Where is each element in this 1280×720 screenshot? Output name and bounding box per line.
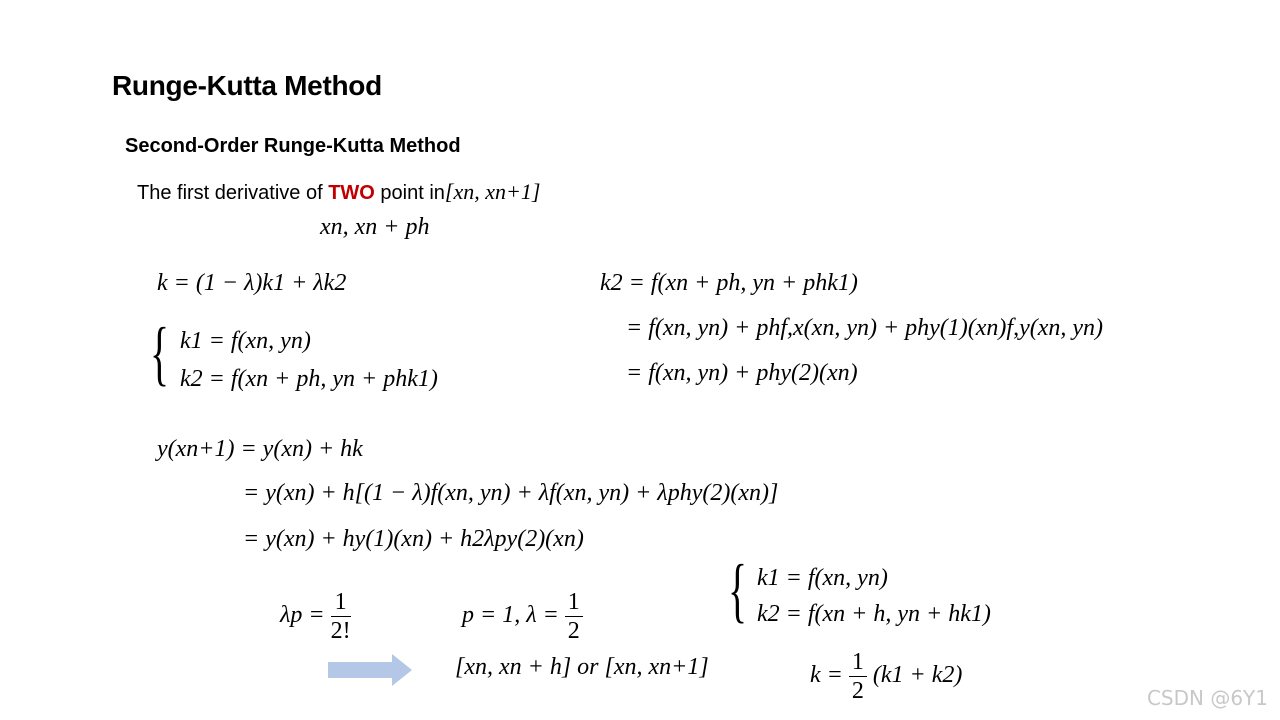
final-k-fraction <box>849 648 867 705</box>
final-k-lhs: k = <box>810 662 843 689</box>
intro-line <box>137 179 540 205</box>
slide-title: Runge-Kutta Method <box>112 70 382 101</box>
condition-fraction <box>331 588 351 645</box>
left-brace-icon: { <box>150 313 170 393</box>
condition-numerator: 1 <box>331 588 351 617</box>
section-subtitle: Second-Order Runge-Kutta Method <box>125 135 461 157</box>
intro-highlight: TWO <box>328 182 375 204</box>
condition-equation <box>280 588 351 645</box>
k1-definition: k1 = f(xn, yn) <box>180 328 311 354</box>
condition-lhs: λp = <box>280 602 325 629</box>
right-arrow-icon <box>326 653 414 687</box>
y-update-line-1: y(xn+1) = y(xn) + hk <box>157 436 363 462</box>
final-k1: k1 = f(xn, yn) <box>757 565 888 591</box>
choice-numerator: 1 <box>565 588 583 617</box>
k2-expansion-line-2: = f(xn, yn) + phf,x(xn, yn) + phy(1)(xn)f,y(xn, yn) <box>626 315 1104 341</box>
choice-lhs: p = 1, λ = <box>462 602 559 629</box>
final-k-rhs: (k1 + k2) <box>872 662 963 689</box>
choice-fraction <box>565 588 583 645</box>
watermark: CSDN @6Y1 <box>1146 686 1268 710</box>
k2-definition: k2 = f(xn + ph, yn + phk1) <box>180 366 438 392</box>
condition-denominator: 2! <box>330 618 351 644</box>
k2-expansion-line-3: = f(xn, yn) + phy(2)(xn) <box>626 360 858 386</box>
y-update-line-3: = y(xn) + hy(1)(xn) + h2λpy(2)(xn) <box>243 526 584 552</box>
final-k-equation <box>810 648 962 705</box>
k2-expansion-line-1: k2 = f(xn + ph, yn + phk1) <box>600 270 858 296</box>
left-brace-icon: { <box>728 550 748 630</box>
final-k-numerator: 1 <box>849 648 867 677</box>
final-k2: k2 = f(xn + h, yn + hk1) <box>757 601 991 627</box>
intro-suffix: point in <box>374 182 445 204</box>
parameter-choice <box>462 588 583 645</box>
intro-interval: [xn, xn+1] <box>444 179 541 204</box>
y-update-line-2: = y(xn) + h[(1 − λ)f(xn, yn) + λf(xn, yn) + λphy(2)(xn)] <box>243 480 779 506</box>
intro-prefix: The first derivative of <box>137 182 329 204</box>
k-definition: k = (1 − λ)k1 + λk2 <box>157 270 347 296</box>
interval-note: [xn, xn + h] or [xn, xn+1] <box>455 654 709 680</box>
choice-denominator: 2 <box>567 618 580 644</box>
final-k-denominator: 2 <box>851 678 864 704</box>
evaluation-points: xn, xn + ph <box>320 214 430 240</box>
